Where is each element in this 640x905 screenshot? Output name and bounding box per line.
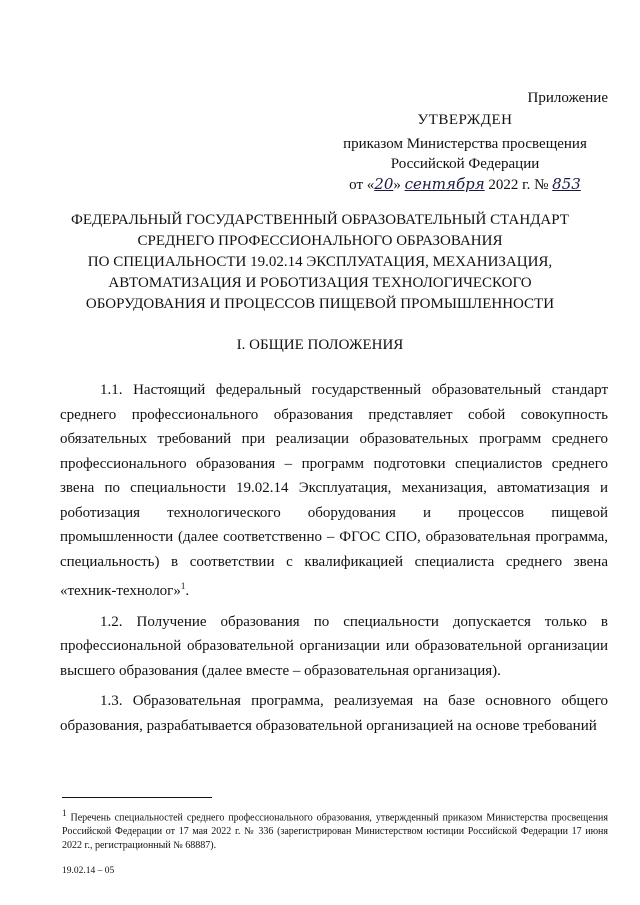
footnote: [62, 806, 608, 853]
title-line-2: СРЕДНЕГО ПРОФЕССИОНАЛЬНОГО ОБРАЗОВАНИЯ: [137, 233, 503, 249]
appendix-label: Приложение: [527, 90, 608, 106]
date-prefix: от «: [349, 177, 375, 193]
date-day: 20: [374, 175, 394, 193]
order-number: 853: [552, 175, 581, 193]
paragraph-1-3: 1.3. Образовательная программа, реализуемая на базе основного общего образования, разрабатывается образовательной организацией на основе требований: [60, 693, 608, 734]
order-date-line: [330, 174, 600, 195]
paragraph-1-1-text: 1.1. Настоящий федеральный государственный образовательный стандарт среднего профессионального образования представляет собой совокупность обязательных требований при реализации образовательных программ среднего профессионального образования – программ подготовки специалистов среднего звена по специальности 19.02.14 Эксплуатация, механизация, автоматизация и роботизация технологического оборудования и процессов пищевой промышленности (далее соответственно – ФГОС СПО, образовательная программа, специальность) в соответствии с квалификацией специалиста среднего звена «техник-технолог»: [60, 382, 608, 599]
order-line-2: Российской Федерации: [390, 156, 540, 172]
footnote-divider: [62, 797, 212, 798]
section-heading: I. ОБЩИЕ ПОЛОЖЕНИЯ: [236, 337, 404, 353]
document-id: 19.02.14 – 05: [62, 866, 115, 876]
document-title: [50, 210, 590, 315]
title-line-3: ПО СПЕЦИАЛЬНОСТИ 19.02.14 ЭКСПЛУАТАЦИЯ, МЕХАНИЗАЦИЯ,: [87, 254, 553, 270]
date-year: 2022 г. №: [488, 177, 549, 193]
title-line-4: АВТОМАТИЗАЦИЯ И РОБОТИЗАЦИЯ ТЕХНОЛОГИЧЕСКОГО: [108, 275, 532, 291]
title-line-1: ФЕДЕРАЛЬНЫЙ ГОСУДАРСТВЕННЫЙ ОБРАЗОВАТЕЛЬНЫЙ СТАНДАРТ: [71, 212, 569, 228]
document-body: [60, 378, 608, 744]
paragraph-1-1-end: .: [185, 583, 190, 599]
title-line-5: ОБОРУДОВАНИЯ И ПРОЦЕССОВ ПИЩЕВОЙ ПРОМЫШЛЕННОСТИ: [85, 296, 555, 312]
footnote-mark: 1: [62, 808, 67, 818]
date-mid: »: [393, 177, 401, 193]
footnote-ref: 1: [180, 581, 186, 591]
approval-block: [330, 110, 600, 195]
order-line-1: приказом Министерства просвещения: [343, 136, 587, 152]
approved-heading: УТВЕРЖДЕН: [417, 112, 513, 128]
footnote-text: Перечень специальностей среднего профессионального образования, утвержденный приказом Министерства просвещения Российской Федерации от 17 мая 2022 г. № 336 (зарегистрирован Министерством юстиции Российской Федерации 17 июня 2022 г., регистрационный № 68887).: [62, 812, 608, 852]
paragraph-1-1: [60, 378, 608, 604]
paragraph-1-2: 1.2. Получение образования по специальности допускается только в профессиональной образовательной организации или образовательной организации высшего образования (далее вместе – образовательная организация).: [60, 613, 608, 679]
date-month: сентября: [404, 175, 485, 193]
